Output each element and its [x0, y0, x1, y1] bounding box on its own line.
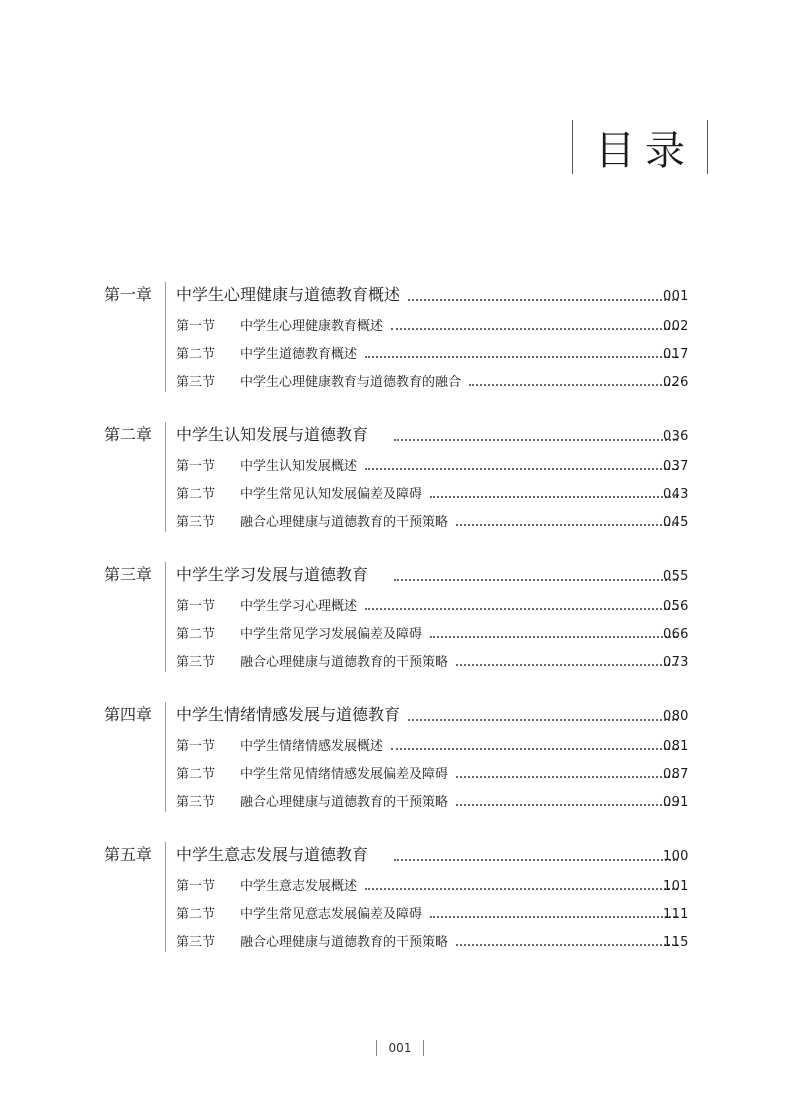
leader-dots [394, 578, 678, 581]
section-page: 017 [663, 347, 689, 362]
leader-dots [365, 355, 678, 358]
section-number: 第二节 [176, 907, 216, 922]
section-page: 101 [663, 879, 689, 894]
table-of-contents [0, 280, 800, 980]
chapter-entry[interactable] [0, 420, 800, 448]
section-title [240, 763, 684, 782]
section-title-text: 中学生学习心理概述 [240, 599, 358, 614]
section-title [240, 903, 684, 922]
section-page: 111 [663, 907, 689, 922]
section-number: 第三节 [176, 515, 216, 530]
section-entry[interactable] [0, 338, 800, 366]
leader-dots [456, 803, 678, 806]
footer-right-bar [423, 1040, 424, 1056]
leader-dots [456, 523, 678, 526]
section-title [240, 623, 684, 642]
section-title-text: 融合心理健康与道德教育的干预策略 [240, 935, 449, 950]
chapter-5 [0, 840, 800, 980]
section-title [240, 595, 684, 614]
section-title [240, 483, 684, 502]
leader-dots [430, 495, 678, 498]
section-page: 026 [663, 375, 689, 390]
chapter-title [176, 422, 684, 445]
section-page: 091 [663, 795, 689, 810]
chapter-title-text: 中学生心理健康与道德教育概述 [176, 285, 401, 304]
chapter-3 [0, 560, 800, 700]
section-entry[interactable] [0, 786, 800, 814]
chapter-page: 036 [663, 429, 689, 444]
chapter-title [176, 562, 684, 585]
section-entry[interactable] [0, 898, 800, 926]
section-page: 081 [663, 739, 689, 754]
section-title-text: 融合心理健康与道德教育的干预策略 [240, 795, 449, 810]
leader-dots [408, 298, 678, 301]
leader-dots [365, 467, 678, 470]
chapter-entry[interactable] [0, 280, 800, 308]
leader-dots [365, 887, 678, 890]
section-number: 第一节 [176, 459, 216, 474]
section-entry[interactable] [0, 758, 800, 786]
footer-page-number: 001 [388, 1041, 412, 1055]
section-number: 第二节 [176, 347, 216, 362]
section-entry[interactable] [0, 926, 800, 954]
chapter-1 [0, 280, 800, 420]
section-number: 第二节 [176, 487, 216, 502]
chapter-title-text: 中学生情绪情感发展与道德教育 [176, 705, 401, 724]
leader-dots [394, 438, 678, 441]
leader-dots [469, 383, 678, 386]
section-page: 087 [663, 767, 689, 782]
chapter-title-text: 中学生学习发展与道德教育 [176, 565, 369, 584]
title-right-bar [707, 120, 708, 174]
section-title [240, 875, 684, 894]
section-title [240, 371, 684, 390]
chapter-number: 第二章 [104, 425, 153, 444]
section-title [240, 315, 684, 334]
leader-dots [430, 635, 678, 638]
section-entry[interactable] [0, 730, 800, 758]
section-page: 073 [663, 655, 689, 670]
section-title [240, 455, 684, 474]
section-title-text: 中学生常见认知发展偏差及障碍 [240, 487, 423, 502]
chapter-number: 第一章 [104, 285, 153, 304]
section-title-text: 中学生意志发展概述 [240, 879, 358, 894]
section-title-text: 中学生常见学习发展偏差及障碍 [240, 627, 423, 642]
section-entry[interactable] [0, 870, 800, 898]
section-title-text: 中学生常见意志发展偏差及障碍 [240, 907, 423, 922]
leader-dots [391, 327, 678, 330]
section-page: 037 [663, 459, 689, 474]
chapter-entry[interactable] [0, 700, 800, 728]
chapter-title [176, 842, 684, 865]
section-number: 第一节 [176, 599, 216, 614]
section-title-text: 融合心理健康与道德教育的干预策略 [240, 655, 449, 670]
section-page: 066 [663, 627, 689, 642]
chapter-page: 080 [663, 709, 689, 724]
chapter-page: 001 [663, 289, 689, 304]
chapter-entry[interactable] [0, 840, 800, 868]
section-page: 056 [663, 599, 689, 614]
chapter-4 [0, 700, 800, 840]
leader-dots [391, 747, 678, 750]
section-title [240, 791, 684, 810]
section-title [240, 735, 684, 754]
footer-left-bar [376, 1040, 377, 1056]
chapter-title [176, 702, 684, 725]
section-number: 第三节 [176, 655, 216, 670]
section-number: 第一节 [176, 739, 216, 754]
leader-dots [408, 718, 678, 721]
chapter-number: 第五章 [104, 845, 153, 864]
chapter-number: 第四章 [104, 705, 153, 724]
leader-dots [365, 607, 678, 610]
chapter-2 [0, 420, 800, 560]
page-footer [0, 1040, 800, 1056]
section-number: 第二节 [176, 627, 216, 642]
section-page: 115 [663, 935, 689, 950]
section-entry[interactable] [0, 450, 800, 478]
section-number: 第三节 [176, 795, 216, 810]
section-page: 045 [663, 515, 689, 530]
section-title [240, 511, 684, 530]
section-title-text: 中学生常见情绪情感发展偏差及障碍 [240, 767, 449, 782]
page-title: 目录 [595, 127, 695, 174]
leader-dots [456, 775, 678, 778]
chapter-page: 055 [663, 569, 689, 584]
chapter-title-text: 中学生认知发展与道德教育 [176, 425, 369, 444]
title-left-bar [572, 120, 573, 174]
chapter-page: 100 [663, 849, 689, 864]
section-title-text: 融合心理健康与道德教育的干预策略 [240, 515, 449, 530]
section-entry[interactable] [0, 646, 800, 674]
section-entry[interactable] [0, 590, 800, 618]
chapter-entry[interactable] [0, 560, 800, 588]
section-title-text: 中学生道德教育概述 [240, 347, 358, 362]
section-entry[interactable] [0, 506, 800, 534]
chapter-number: 第三章 [104, 565, 153, 584]
section-number: 第三节 [176, 375, 216, 390]
section-entry[interactable] [0, 618, 800, 646]
leader-dots [456, 943, 678, 946]
toc-heading [572, 118, 708, 176]
section-page: 043 [663, 487, 689, 502]
section-entry[interactable] [0, 310, 800, 338]
section-number: 第一节 [176, 879, 216, 894]
chapter-title [176, 282, 684, 305]
chapter-title-text: 中学生意志发展与道德教育 [176, 845, 369, 864]
section-entry[interactable] [0, 366, 800, 394]
leader-dots [430, 915, 678, 918]
section-number: 第三节 [176, 935, 216, 950]
leader-dots [456, 663, 678, 666]
section-number: 第一节 [176, 319, 216, 334]
section-entry[interactable] [0, 478, 800, 506]
section-title [240, 651, 684, 670]
section-number: 第二节 [176, 767, 216, 782]
section-title-text: 中学生认知发展概述 [240, 459, 358, 474]
section-title-text: 中学生情绪情感发展概述 [240, 739, 384, 754]
section-page: 002 [663, 319, 689, 334]
section-title [240, 343, 684, 362]
section-title-text: 中学生心理健康教育概述 [240, 319, 384, 334]
section-title-text: 中学生心理健康教育与道德教育的融合 [240, 375, 462, 390]
leader-dots [394, 858, 678, 861]
section-title [240, 931, 684, 950]
